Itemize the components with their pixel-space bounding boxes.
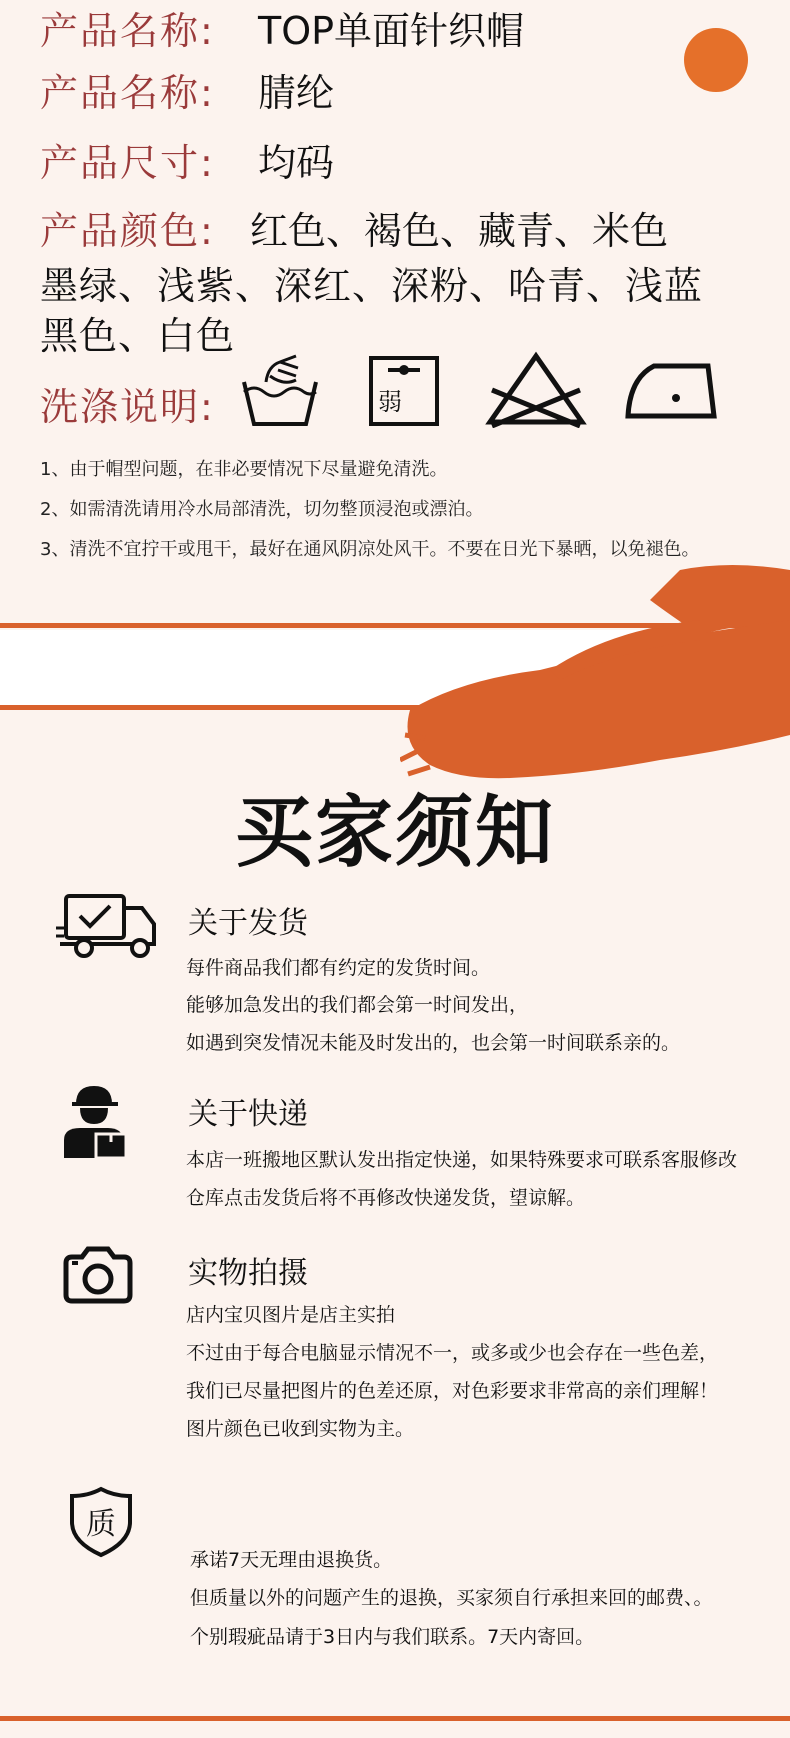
item-line: 能够加急发出的我们都会第一时间发出， <box>186 994 529 1016</box>
wash-note-3: 3、清洗不宜拧干或甩干，最好在通风阴凉处风干。不要在日光下暴晒，以免褪色。 <box>40 539 700 560</box>
item-line: 我们已尽量把图片的色差还原，对色彩要求非常高的亲们理解！ <box>186 1380 719 1402</box>
weak-spin-icon <box>368 355 440 427</box>
item-line: 不过由于每合电脑显示情况不一，或多或少也会存在一些色差， <box>186 1342 719 1364</box>
wash-label: 洗涤说明: <box>40 385 215 429</box>
weak-label: 弱 <box>378 388 402 416</box>
item-line: 个别瑕疵品请于3日内与我们联系。7天内寄回。 <box>190 1626 595 1648</box>
spec-value: 红色、褐色、藏青、米色 <box>250 209 669 253</box>
item-line: 如遇到突发情况未能及时发出的，也会第一时间联系亲的。 <box>186 1032 681 1054</box>
item-line: 图片颜色已收到实物为主。 <box>186 1418 415 1440</box>
spec-label: 产品尺寸: <box>40 141 215 185</box>
item-title-shipping: 关于发货 <box>188 906 308 941</box>
iron-icon <box>624 358 718 422</box>
quality-shield-icon <box>68 1486 134 1558</box>
section-title: 买家须知 <box>234 788 555 878</box>
item-line: 店内宝贝图片是店主实拍 <box>186 1304 396 1326</box>
brush-stroke-decoration <box>400 560 790 790</box>
decorative-dot <box>684 28 748 92</box>
courier-icon <box>62 1082 128 1158</box>
bottom-divider <box>0 1716 790 1721</box>
spec-row-size <box>40 132 334 187</box>
spec-label: 产品名称: <box>40 71 215 115</box>
item-line: 每件商品我们都有约定的发货时间。 <box>186 957 491 979</box>
spec-row-color <box>40 200 668 255</box>
wash-note-1: 1、由于帽型问题，在非必要情况下尽量避免清洗。 <box>40 459 448 480</box>
wash-note-2: 2、如需清洗请用冷水局部清洗，切勿整顶浸泡或漂泊。 <box>40 499 484 520</box>
item-line: 仓库点击发货后将不再修改快递发货，望谅解。 <box>186 1187 586 1209</box>
hand-wash-icon <box>240 352 320 428</box>
item-title-photos: 实物拍摄 <box>188 1256 308 1291</box>
colors-line-3: 黑色、白色 <box>40 314 236 358</box>
spec-value: TOP单面针织帽 <box>258 9 525 53</box>
spec-value: 均码 <box>258 141 335 185</box>
quality-badge-text: 质 <box>86 1507 116 1542</box>
spec-label: 产品颜色: <box>40 209 215 253</box>
item-title-courier: 关于快递 <box>188 1097 308 1132</box>
item-line: 但质量以外的问题产生的退换，买家须自行承担来回的邮费、。 <box>190 1587 713 1609</box>
spec-label: 产品名称: <box>40 9 215 53</box>
spec-row-name <box>40 0 524 55</box>
delivery-truck-icon <box>56 892 160 960</box>
spec-row-material <box>40 62 334 117</box>
item-line: 本店一班搬地区默认发出指定快递，如果特殊要求可联系客服修改 <box>186 1149 738 1171</box>
item-line: 承诺7天无理由退换货。 <box>190 1549 393 1571</box>
no-bleach-icon <box>484 350 588 428</box>
camera-icon <box>62 1245 134 1305</box>
colors-line-2: 墨绿、浅紫、深红、深粉、哈青、浅蓝 <box>40 264 704 308</box>
spec-value: 腈纶 <box>258 71 335 115</box>
